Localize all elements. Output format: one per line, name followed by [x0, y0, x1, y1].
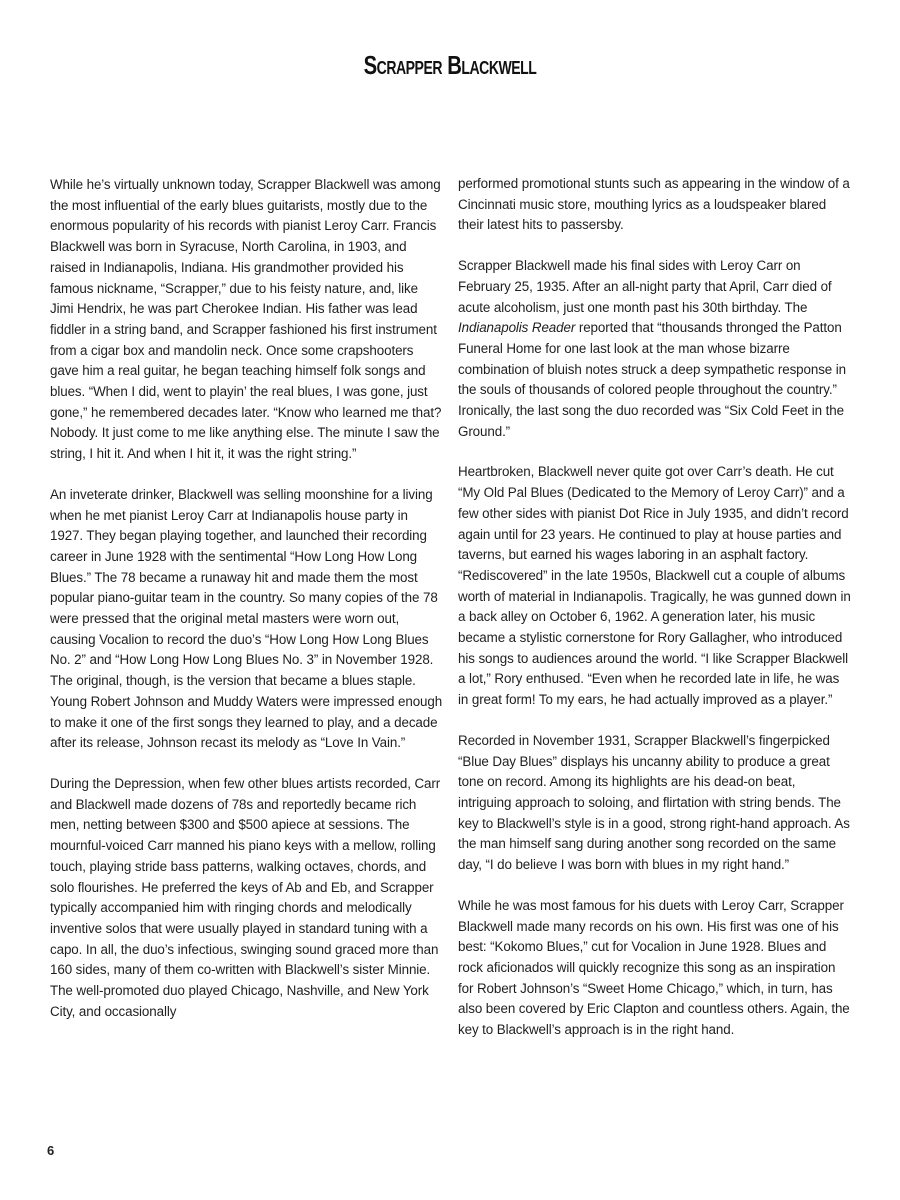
page-number: 6	[47, 1143, 55, 1158]
page-title: Scrapper Blackwell	[363, 50, 537, 80]
paragraph-depression: During the Depression, when few other blues artists recorded, Carr and Blackwell made dozens of 78s and reportedly became rich men, netting between $300 and $500 apiece at sessions. The mournful-voiced Carr manned his piano keys with a mellow, rolling touch, playing stride bass patterns, walking octaves, chords, and solo flourishes. He preferred the keys of Ab and Eb, and Scrapper typically accompanied him with ringing chords and melodically inventive solos that were usually played in standard tuning with a capo. In all, the duo’s infectious, swinging sound graced more than 160 sides, many of them co-written with Blackwell’s sister Minnie. The well-promoted duo played Chicago, Nashville, and New York City, and occasionally	[50, 775, 441, 1019]
paragraph-leroy-carr: An inveterate drinker, Blackwell was selling moonshine for a living when he met pianist Leroy Carr at Indianapolis house party in 1927. They began playing together, and launched their recording career in June 1928 with the sentimental “How Long How Long Blues.” The 78 became a runaway hit and made them the most popular piano-guitar team in the country. So many copies of the 78 were pressed that the original metal masters were worn out, causing Vocalion to record the duo’s “How Long How Long Blues No. 2” and “How Long How Long Blues No. 3” in November 1928. The original, though, is the version that became a blues staple. Young Robert Johnson and Muddy Waters were impressed enough to make it one of the first songs they learned to play, and a decade after its release, Johnson recast its melody as “Love In Vain.”	[50, 486, 443, 751]
right-column	[458, 174, 852, 1061]
left-column	[50, 175, 444, 1042]
paragraph-heartbroken: Heartbroken, Blackwell never quite got over Carr’s death. He cut “My Old Pal Blues (Dedicated to the Memory of Leroy Carr)” and a few other sides with pianist Dot Rice in July 1935, and didn’t record again until for 23 years. He continued to play at house parties and taverns, but earned his wages laboring in an asphalt factory. “Rediscovered” in the late 1950s, Blackwell cut a couple of albums worth of material in Indianapolis. Tragically, he was gunned down in a back alley on October 6, 1962. A generation later, his music became a stylistic cornerstone for Rory Gallagher, who introduced his songs to audiences around the world. “I like Scrapper Blackwell a lot,” Rory enthused. “Even when he recorded late in life, he was in great form! To my ears, he had actually improved as a player.”	[458, 464, 851, 708]
paragraph-blue-day-blues: Recorded in November 1931, Scrapper Blackwell’s fingerpicked “Blue Day Blues” displays his uncanny ability to produce a great tone on record. Among its highlights are his dead-on beat, intriguing approach to soloing, and flirtation with string bends. The key to Blackwell’s style is in a good, strong right-hand approach. As the man himself sang during another song recorded on the same day, “I do believe I was born with blues in my right hand.”	[458, 732, 850, 873]
paragraph-intro: While he’s virtually unknown today, Scrapper Blackwell was among the most influential of the early blues guitarists, mostly due to the enormous popularity of his records with pianist Leroy Carr. Francis Blackwell was born in Syracuse, North Carolina, in 1903, and raised in Indianapolis, Indiana. His grandmother provided his famous nickname, “Scrapper,” due to his feisty nature, and, like Jimi Hendrix, he was part Cherokee Indian. His father was lead fiddler in a string band, and Scrapper fashioned his first instrument from a cigar box and mandolin neck. Once some crapshooters gave him a real guitar, he began teaching himself folk songs and blues. “When I did, went to playin’ the real blues, I was gone, just gone,” he remembered decades later. “Know who learned me that? Nobody. It just come to me like anything else. The minute I saw the string, I hit it. And when I hit it, it was the right string.”	[50, 177, 442, 462]
final-sides-text-start: Scrapper Blackwell made his final sides with Leroy Carr on February 25, 1935. After an all-night party that April, Carr died of acute alcoholism, just one month past his 30th birthday. The	[458, 258, 832, 315]
final-sides-text-end: reported that “thousands thronged the Patton Funeral Home for one last look at the man whose bizarre combination of bluish notes struck a deep sympathetic response in the souls of thousands of colored people throughout the country.” Ironically, the last song the duo recorded was “Six Cold Feet in the Ground.”	[458, 320, 847, 439]
newspaper-title: Indianapolis Reader	[458, 320, 576, 336]
paragraph-kokomo-blues: While he was most famous for his duets with Leroy Carr, Scrapper Blackwell made many records on his own. His first was one of his best: “Kokomo Blues,” cut for Vocalion in June 1928. Blues and rock aficionados will quickly recognize this song as an inspiration for Robert Johnson’s “Sweet Home Chicago,” which, in turn, has also been covered by Eric Clapton and countless others. Again, the key to Blackwell’s approach is in the right hand.	[458, 897, 850, 1038]
paragraph-final-sides	[458, 256, 852, 442]
paragraph-promotional-stunts: performed promotional stunts such as appearing in the window of a Cincinnati music store, mouthing lyrics as a loudspeaker blared their latest hits to passersby.	[458, 176, 850, 233]
